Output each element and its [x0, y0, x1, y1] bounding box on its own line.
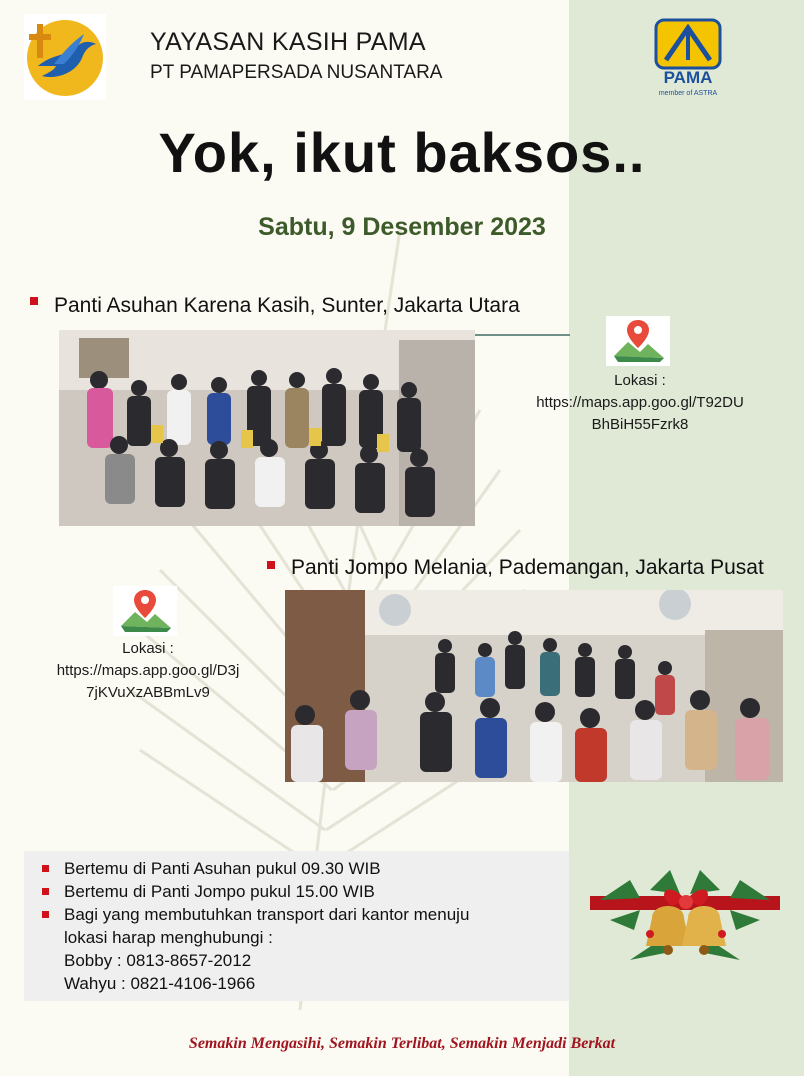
map-label: Lokasi : — [122, 640, 174, 657]
map-url-line[interactable]: 7jKVuXzABBmLv9 — [86, 684, 210, 701]
bullet-marker — [42, 865, 49, 872]
location-1-map-info — [508, 370, 772, 436]
map-label: Lokasi : — [614, 372, 666, 389]
tagline: Semakin Mengasihi, Semakin Terlibat, Semakin Menjadi Berkat — [188, 1035, 616, 1052]
org-name: YAYASAN KASIH PAMA — [150, 28, 426, 56]
info-item: Bertemu di Panti Asuhan pukul 09.30 WIB — [42, 857, 469, 880]
pama-logo — [652, 18, 724, 102]
event-date: Sabtu, 9 Desember 2023 — [258, 213, 546, 241]
bullet-marker — [42, 888, 49, 895]
contact-bobby: Bobby : 0813-8657-2012 — [64, 951, 252, 970]
orphanage-group-photo — [59, 330, 475, 526]
contact-wahyu: Wahyu : 0821-4106-1966 — [64, 974, 256, 993]
info-item: Bertemu di Panti Jompo pukul 15.00 WIB — [42, 880, 469, 903]
map-pin-icon — [606, 316, 670, 366]
info-box — [24, 851, 569, 1001]
map-url-line[interactable]: BhBiH55Fzrk8 — [591, 416, 689, 433]
bullet-marker — [30, 297, 38, 305]
headline: Yok, ikut baksos.. — [158, 121, 646, 184]
location-2-map-info — [16, 638, 280, 704]
pama-tagline: member of ASTRA — [658, 90, 718, 97]
yayasan-dove-logo-icon — [24, 14, 106, 100]
bullet-marker — [267, 561, 275, 569]
info-item: Bagi yang membutuhkan transport dari kantor menuju — [42, 903, 469, 926]
bullet-marker — [42, 911, 49, 918]
location-1-title: Panti Asuhan Karena Kasih, Sunter, Jakarta Utara — [54, 294, 520, 317]
info-list — [42, 857, 469, 995]
map-pin-icon — [113, 586, 177, 636]
info-item-continuation: lokasi harap menghubungi : — [64, 928, 273, 947]
christmas-bells-icon — [590, 860, 780, 970]
nursing-home-group-photo — [285, 590, 783, 782]
location-2-title: Panti Jompo Melania, Pademangan, Jakarta Pusat — [291, 556, 764, 579]
company-name: PT PAMAPERSADA NUSANTARA — [150, 62, 443, 83]
map-url-line[interactable]: https://maps.app.goo.gl/T92DU — [536, 394, 744, 411]
map-url-line[interactable]: https://maps.app.goo.gl/D3j — [56, 662, 240, 679]
divider-line — [474, 334, 570, 336]
pama-wordmark: PAMA — [663, 68, 713, 87]
